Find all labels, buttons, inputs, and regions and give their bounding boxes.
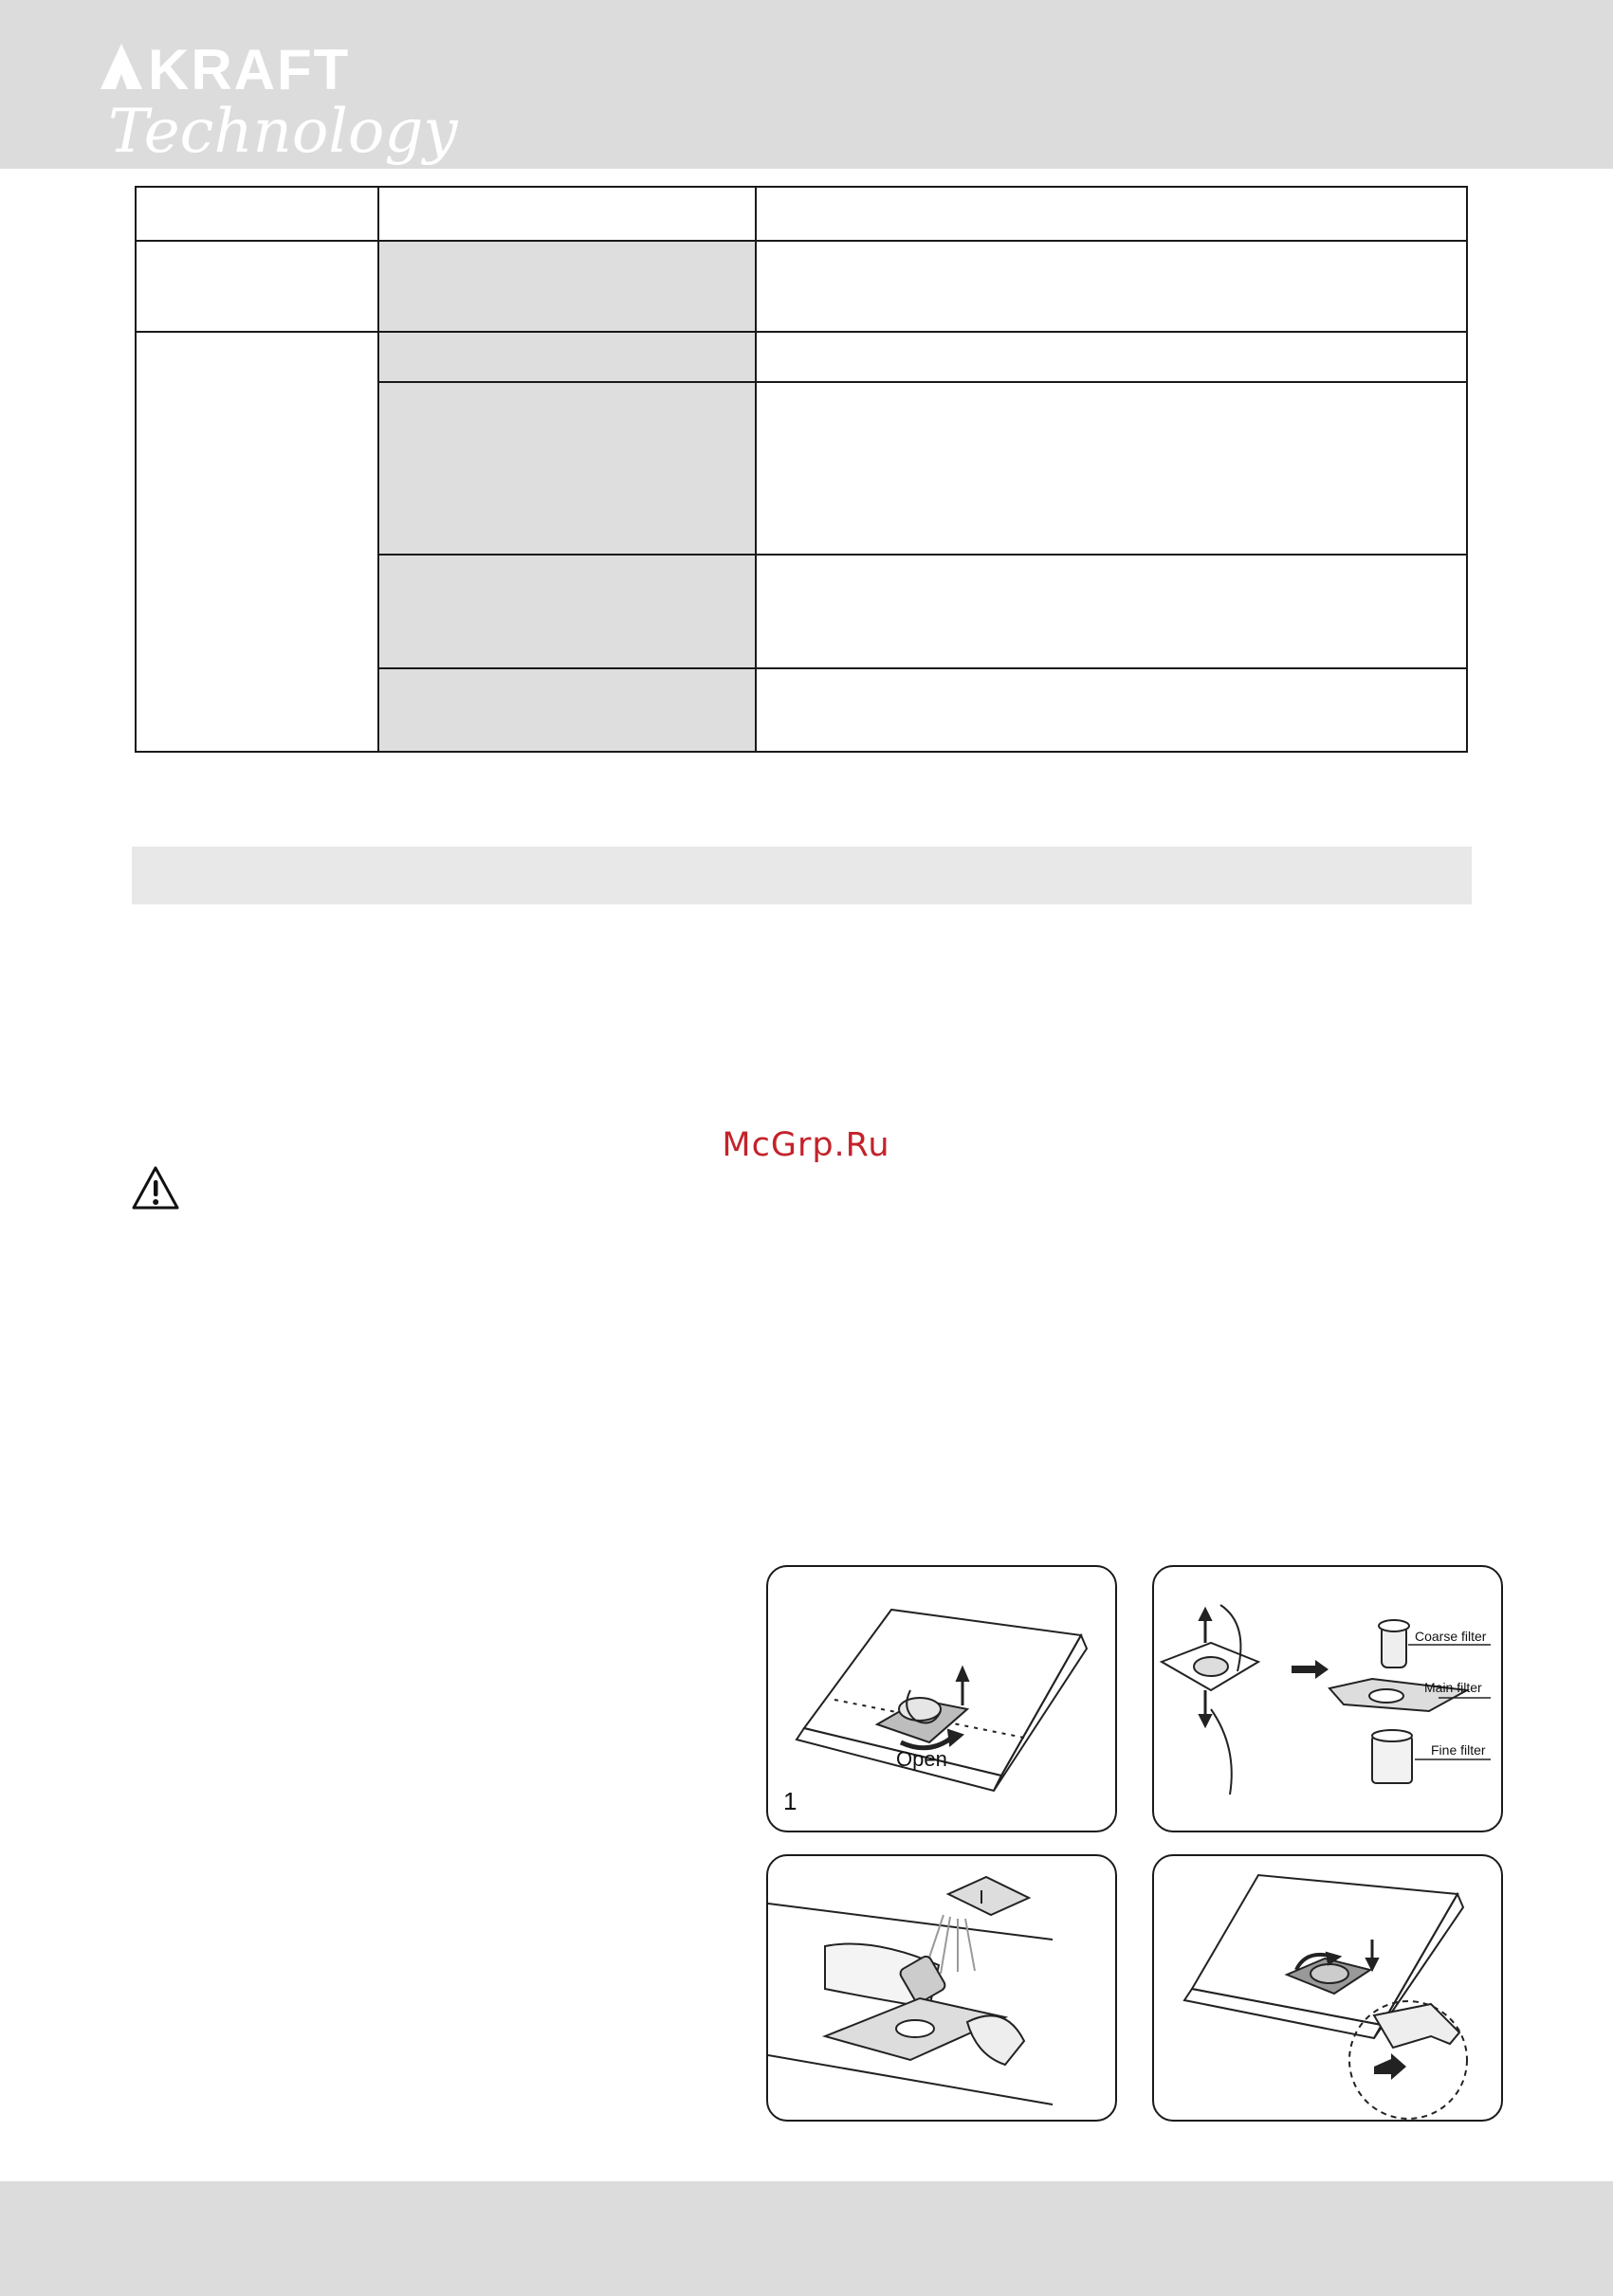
- problem-cell: [136, 332, 378, 752]
- solution-cell: [756, 668, 1467, 752]
- problem-cell: [136, 241, 378, 332]
- figure-step-4: [1152, 1854, 1503, 2122]
- header-cell-solution: [756, 187, 1467, 241]
- kraft-mountain-icon: [101, 44, 142, 89]
- troubleshooting-table: [135, 186, 1468, 753]
- solution-cell: [756, 555, 1467, 668]
- coarse-filter-label: Coarse filter: [1415, 1629, 1487, 1644]
- solution-cell: [756, 332, 1467, 382]
- brand-name: KRAFT: [148, 40, 351, 101]
- kraft-technology-logo: [99, 40, 482, 169]
- section-heading-bar: [132, 847, 1472, 904]
- step-number: 1: [783, 1787, 797, 1815]
- cause-cell: [378, 382, 756, 555]
- figure-step-1: [766, 1565, 1117, 1832]
- figure-step-3: [766, 1854, 1117, 2122]
- solution-cell: [756, 382, 1467, 555]
- reinstall-filter-illustration: [1154, 1856, 1501, 2120]
- header-cell-problem: [136, 187, 378, 241]
- watermark: McGrp.Ru: [722, 1126, 890, 1164]
- header-cell-cause: [378, 187, 756, 241]
- warning-triangle-icon: [131, 1164, 180, 1212]
- brand-tagline: Technology: [108, 97, 458, 167]
- footer-band: [0, 2181, 1613, 2296]
- figure-step-2: [1152, 1565, 1503, 1832]
- filter-parts-illustration: [1154, 1567, 1501, 1831]
- cause-cell: [378, 332, 756, 382]
- solution-cell: [756, 241, 1467, 332]
- fine-filter-label: Fine filter: [1431, 1742, 1486, 1758]
- dishwasher-floor-illustration: [768, 1567, 1115, 1831]
- cause-cell: [378, 241, 756, 332]
- cause-cell: [378, 668, 756, 752]
- rinse-filters-illustration: [768, 1856, 1115, 2120]
- main-filter-label: Main filter: [1424, 1680, 1482, 1695]
- open-label: Open: [896, 1747, 947, 1771]
- cause-cell: [378, 555, 756, 668]
